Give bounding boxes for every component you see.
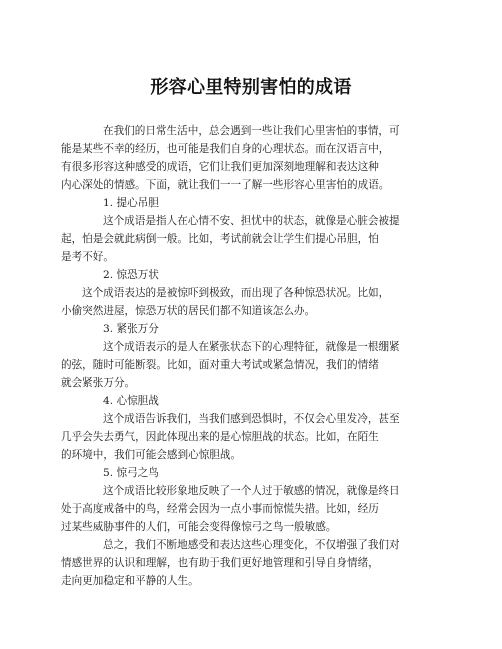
item-line: 这个成语是指人在心情不安、担忧中的状态，就像是心脏会被提 [103, 215, 400, 227]
item-line: 是考不好。 [61, 251, 114, 263]
item-heading: 1. 提心吊胆 [103, 197, 159, 209]
conclusion-line: 总之，我们不断地感受和表达这些心理变化，不仅增强了我们对 [103, 539, 400, 551]
intro-line: 有很多形容这种感受的成语，它们让我们更加深刻地理解和表达这种 [61, 161, 379, 173]
item-line: 过某些威胁事件的人们，可能会变得像惊弓之鸟一般敏感。 [61, 521, 337, 533]
item-line: 这个成语告诉我们，当我们感到恐惧时，不仅会心里发冷，甚至 [103, 413, 400, 425]
item-heading: 5. 惊弓之鸟 [103, 467, 159, 479]
item-line: 起，怕是会就此病倒一般。比如，考试前就会让学生们提心吊胆，怕 [61, 233, 379, 245]
item-line: 处于高度戒备中的鸟，经常会因为一点小事而惊慌失措。比如，经历 [61, 503, 379, 515]
item-line: 这个成语比较形象地反映了一个人过于敏感的情况，就像是终日 [103, 485, 400, 497]
item-line: 的弦，随时可能断裂。比如，面对重大考试或紧急情况，我们的情绪 [61, 359, 379, 371]
item-heading: 2. 惊恐万状 [103, 269, 159, 281]
intro-line: 能是某些不幸的经历，也可能是我们自身的心理状态。而在汉语言中， [61, 143, 390, 155]
intro-line: 内心深处的情感。下面，就让我们一一了解一些形容心里害怕的成语。 [61, 179, 390, 191]
conclusion-line: 走向更加稳定和平静的人生。 [61, 575, 199, 587]
intro-line: 在我们的日常生活中，总会遇到一些让我们心里害怕的事情，可 [103, 125, 400, 137]
document-title: 形容心里特别害怕的成语 [150, 77, 352, 98]
item-heading: 3. 紧张万分 [103, 323, 159, 335]
item-line: 小偷突然进屋，惊恐万状的居民们都不知道该怎么办。 [61, 305, 316, 317]
item-line: 几乎会失去勇气，因此体现出来的是心惊胆战的状态。比如，在陌生 [61, 431, 379, 443]
item-line: 就会紧张万分。 [61, 377, 136, 389]
item-line: 这个成语表达的是被惊吓到极致，而出现了各种惊恐状况。比如， [82, 287, 390, 299]
conclusion-line: 情感世界的认识和理解，也有助于我们更好地管理和引导自身情绪， [61, 557, 379, 569]
item-heading: 4. 心惊胆战 [103, 395, 159, 407]
item-line: 这个成语表示的是人在紧张状态下的心理特征，就像是一根绷紧 [103, 341, 400, 353]
item-line: 的环境中，我们可能会感到心惊胆战。 [61, 449, 242, 461]
